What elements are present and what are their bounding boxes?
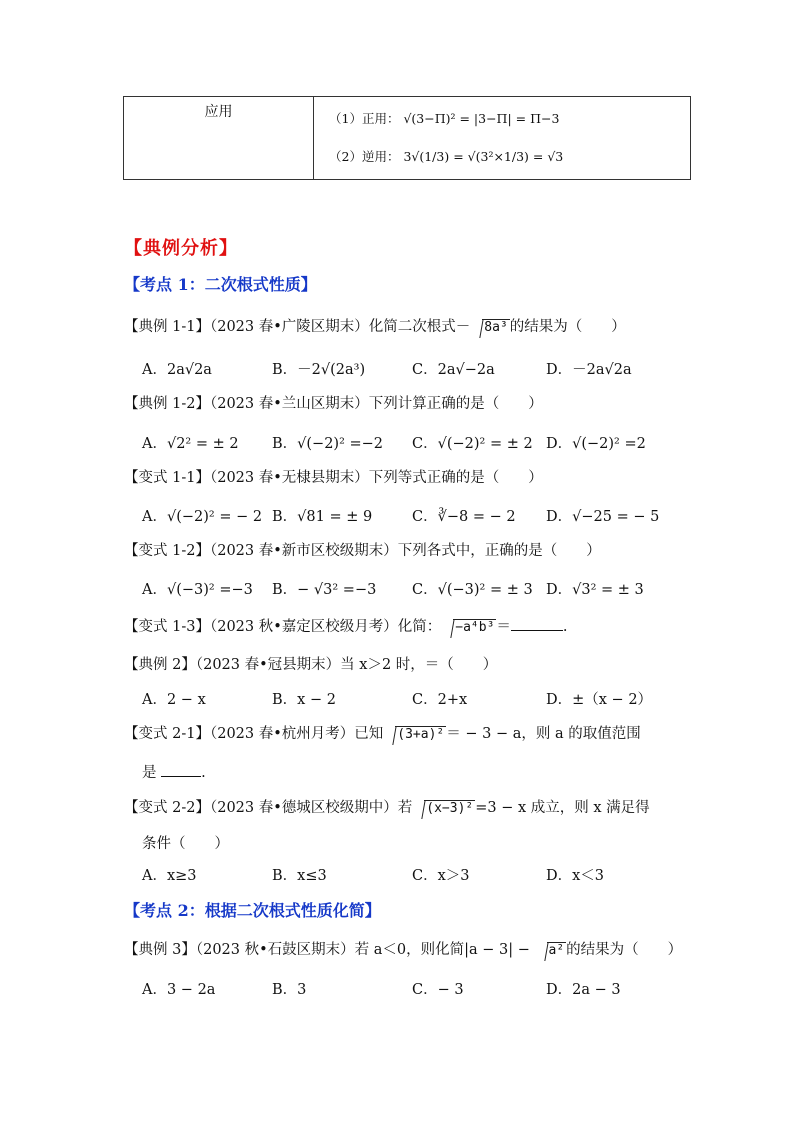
q4-options — [142, 578, 682, 600]
q6-option-a[interactable]: A．2 − x — [142, 692, 206, 708]
q3-option-b[interactable]: B．√81 = ± 9 — [272, 509, 373, 525]
q6-option-c[interactable]: C．2+x — [412, 692, 468, 708]
table-line-1 — [329, 109, 559, 127]
q1-option-b[interactable]: B．－2√(2a³) — [272, 362, 366, 378]
q2-option-b[interactable]: B．√(−2)² =−2 — [272, 436, 384, 452]
q4-option-b[interactable]: B．− √3² =−3 — [272, 582, 377, 598]
line1-formula: √(3−Π)² = |3−Π| = Π−3 — [403, 111, 560, 126]
table-divider — [313, 97, 314, 179]
q8-option-d[interactable]: D．x＜3 — [546, 868, 605, 884]
q7-answer-blank[interactable] — [161, 776, 201, 777]
section-title: 【典例分析】 — [124, 238, 238, 259]
question-8 — [124, 798, 684, 819]
q7-tail: ＝ − 3 − a，则 a 的取值范围 — [446, 726, 641, 742]
formula-table — [123, 96, 691, 180]
q3-option-c[interactable]: C．∛−8 = − 2 — [412, 509, 516, 525]
question-7 — [124, 724, 684, 745]
q4-tag: 【变式 1-2】 — [124, 543, 210, 559]
q9-option-a[interactable]: A．3 − 2a — [142, 982, 216, 998]
q5-tail: ＝ — [496, 619, 511, 635]
question-5: 【变式 1-3】（2023 秋•嘉定区校级月考）化简： −a⁴b³ ＝ . — [124, 617, 684, 638]
q6-options — [142, 688, 682, 710]
q3-text: （2023 春•无棣县期末）下列等式正确的是（ ） — [209, 470, 543, 486]
q1-option-d[interactable]: D．－2a√2a — [546, 362, 632, 378]
q2-text: （2023 春•兰山区期末）下列计算正确的是（ ） — [209, 396, 543, 412]
question-9 — [124, 940, 684, 961]
question-3 — [124, 468, 684, 488]
q1-tail: 的结果为（ ） — [509, 319, 626, 335]
q4-option-c[interactable]: C．√(−3)² = ± 3 — [412, 582, 533, 598]
q8-radical: (x−3)² — [414, 798, 475, 819]
table-left-label: 应用 — [204, 104, 233, 120]
q5-radical: −a⁴b³ — [443, 617, 496, 638]
q6-option-d[interactable]: D．±（x − 2） — [546, 692, 653, 708]
question-2 — [124, 394, 684, 414]
q3-option-a[interactable]: A．√(−2)² = − 2 — [142, 509, 263, 525]
q8-option-c[interactable]: C．x＞3 — [412, 868, 470, 884]
q2-option-a[interactable]: A．√2² = ± 2 — [142, 436, 239, 452]
q8-text: （2023 春•德城区校级期中）若 — [209, 800, 413, 816]
q6-tag: 【典例 2】 — [124, 657, 196, 673]
q3-tag: 【变式 1-1】 — [124, 470, 210, 486]
q7-cont-text: 是 — [142, 765, 157, 781]
q9-tag: 【典例 3】 — [124, 942, 196, 958]
q8-options — [142, 864, 682, 886]
q8-tail: =3 − x 成立，则 x 满足得 — [475, 800, 650, 816]
line2-formula: 3√(1/3) = √(3²×1/3) = √3 — [403, 149, 564, 164]
q1-options — [142, 358, 682, 380]
q3-options — [142, 505, 682, 527]
line1-prefix: （1）正用： — [329, 111, 400, 126]
q7-continuation: 是 . — [142, 765, 206, 781]
q8-tag: 【变式 2-2】 — [124, 800, 210, 816]
line2-prefix: （2）逆用： — [329, 149, 400, 164]
q7-radical: (3+a)² — [385, 724, 446, 745]
q9-option-d[interactable]: D．2a − 3 — [546, 982, 621, 998]
q1-radical: 8a³ — [472, 317, 509, 338]
q4-text: （2023 春•新市区校级期末）下列各式中，正确的是（ ） — [209, 543, 601, 559]
q1-text: （2023 春•广陵区期末）化简二次根式－ — [209, 319, 471, 335]
q1-option-c[interactable]: C．2a√−2a — [412, 362, 495, 378]
q9-option-b[interactable]: B．3 — [272, 982, 307, 998]
q9-options — [142, 978, 682, 1000]
q7-text: （2023 春•杭州月考）已知 — [209, 726, 384, 742]
q5-text: （2023 秋•嘉定区校级月考）化简： — [209, 619, 442, 635]
q9-option-c[interactable]: C．− 3 — [412, 982, 464, 998]
q1-option-a[interactable]: A．2a√2a — [142, 362, 212, 378]
q8-option-b[interactable]: B．x≤3 — [272, 868, 327, 884]
q9-tail: 的结果为（ ） — [566, 942, 683, 958]
q5-answer-blank[interactable] — [511, 630, 563, 631]
q4-option-d[interactable]: D．√3² = ± 3 — [546, 582, 644, 598]
q6-text: （2023 春•冠县期末）当 x＞2 时，＝（ ） — [195, 657, 498, 673]
q2-option-d[interactable]: D．√(−2)² =2 — [546, 436, 646, 452]
q8-continuation: 条件（ ） — [142, 836, 229, 852]
q2-options — [142, 432, 682, 454]
q1-tag: 【典例 1-1】 — [124, 319, 210, 335]
q4-option-a[interactable]: A．√(−3)² =−3 — [142, 582, 253, 598]
q3-option-d[interactable]: D．√−25 = − 5 — [546, 509, 660, 525]
q9-text: （2023 秋•石鼓区期末）若 a＜0，则化简|a − 3| − — [195, 942, 535, 958]
q9-radical: a² — [537, 940, 567, 961]
topic-2-heading: 【考点 2：根据二次根式性质化简】 — [124, 901, 381, 920]
question-4 — [124, 541, 684, 561]
q2-tag: 【典例 1-2】 — [124, 396, 210, 412]
q7-tag: 【变式 2-1】 — [124, 726, 210, 742]
topic-1-heading: 【考点 1：二次根式性质】 — [124, 275, 317, 294]
question-1 — [124, 317, 684, 338]
question-6 — [124, 655, 684, 675]
q8-option-a[interactable]: A．x≥3 — [142, 868, 197, 884]
q2-option-c[interactable]: C．√(−2)² = ± 2 — [412, 436, 533, 452]
table-line-2 — [329, 147, 563, 165]
q5-tag: 【变式 1-3】 — [124, 619, 210, 635]
q6-option-b[interactable]: B．x − 2 — [272, 692, 336, 708]
